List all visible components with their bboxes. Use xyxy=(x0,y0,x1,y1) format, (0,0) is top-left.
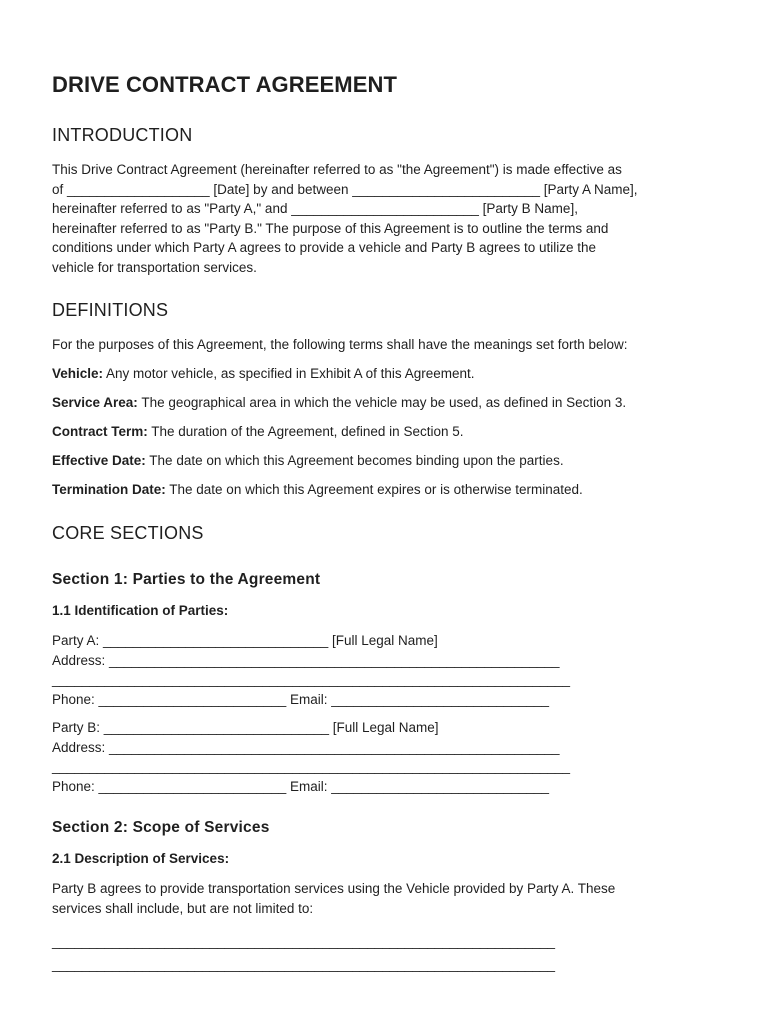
document-title: DRIVE CONTRACT AGREEMENT xyxy=(52,72,398,97)
services-blank-lines xyxy=(52,930,555,976)
definition-term: Vehicle: xyxy=(52,366,104,381)
section-1-title: Section 1: Parties to the Agreement xyxy=(52,571,321,588)
definition-text: The date on which this Agreement becomes binding upon the parties. xyxy=(145,453,564,468)
section-2-1-heading: 2.1 Description of Services: xyxy=(52,851,230,866)
party-a-block xyxy=(52,631,570,709)
party-b-address-line: Address: ____________________________________________________________ xyxy=(52,739,560,755)
definitions-intro: For the purposes of this Agreement, the following terms shall have the meanings set forth below: xyxy=(52,337,628,352)
definition-text: The geographical area in which the vehicle may be used, as defined in Section 3. xyxy=(137,395,627,410)
section-2-paragraph xyxy=(52,879,615,918)
section-1-1-heading: 1.1 Identification of Parties: xyxy=(52,603,229,618)
section-2-line: Party B agrees to provide transportation services using the Vehicle provided by Party A. These xyxy=(52,881,616,896)
intro-line: conditions under which Party A agrees to provide a vehicle and Party B agrees to utilize the xyxy=(52,240,597,256)
intro-line: of ___________________ [Date] by and between _________________________ [Party A Name], xyxy=(52,181,638,197)
definition-text: Any motor vehicle, as specified in Exhibit A of this Agreement. xyxy=(103,366,475,381)
definitions-heading: DEFINITIONS xyxy=(52,300,169,320)
party-a-name-line: Party A: ______________________________ [Full Legal Name] xyxy=(52,633,438,648)
definition-termination-date xyxy=(52,480,583,500)
introduction-heading: INTRODUCTION xyxy=(52,125,193,145)
section-2-line: services shall include, but are not limited to: xyxy=(52,900,314,916)
definition-term: Termination Date: xyxy=(52,482,166,497)
party-a-address-line: Address: ____________________________________________________________ xyxy=(52,652,560,668)
party-b-address-line-2: _____________________________________________________________________ xyxy=(52,759,571,775)
definition-term: Contract Term: xyxy=(52,424,148,439)
definition-text: The date on which this Agreement expires or is otherwise terminated. xyxy=(165,482,583,497)
definition-contract-term xyxy=(52,422,463,442)
definition-term: Effective Date: xyxy=(52,453,146,468)
party-a-contact-line: Phone: _________________________ Email: _____________________________ xyxy=(52,691,549,707)
intro-line: hereinafter referred to as "Party A," and _________________________ [Party B Name], xyxy=(52,201,578,217)
definition-service-area xyxy=(52,393,626,413)
section-2-title: Section 2: Scope of Services xyxy=(52,819,270,836)
introduction-paragraph xyxy=(52,160,638,278)
party-b-contact-line: Phone: _________________________ Email: _____________________________ xyxy=(52,778,549,794)
services-blank-line: ___________________________________________________________________ xyxy=(52,957,556,972)
intro-line: vehicle for transportation services. xyxy=(52,259,257,275)
definition-term: Service Area: xyxy=(52,395,138,410)
party-b-name-line: Party B: ______________________________ [Full Legal Name] xyxy=(52,720,439,735)
party-b-block xyxy=(52,718,570,796)
intro-line: hereinafter referred to as "Party B." The purpose of this Agreement is to outline the terms and xyxy=(52,220,609,236)
core-sections-heading: CORE SECTIONS xyxy=(52,523,204,543)
intro-line: This Drive Contract Agreement (hereinafter referred to as "the Agreement") is made effective as xyxy=(52,162,622,177)
definition-effective-date xyxy=(52,451,564,471)
party-a-address-line-2: _____________________________________________________________________ xyxy=(52,672,571,688)
definition-vehicle xyxy=(52,364,474,384)
services-blank-line: ___________________________________________________________________ xyxy=(52,934,556,949)
definition-text: The duration of the Agreement, defined in Section 5. xyxy=(147,424,464,439)
